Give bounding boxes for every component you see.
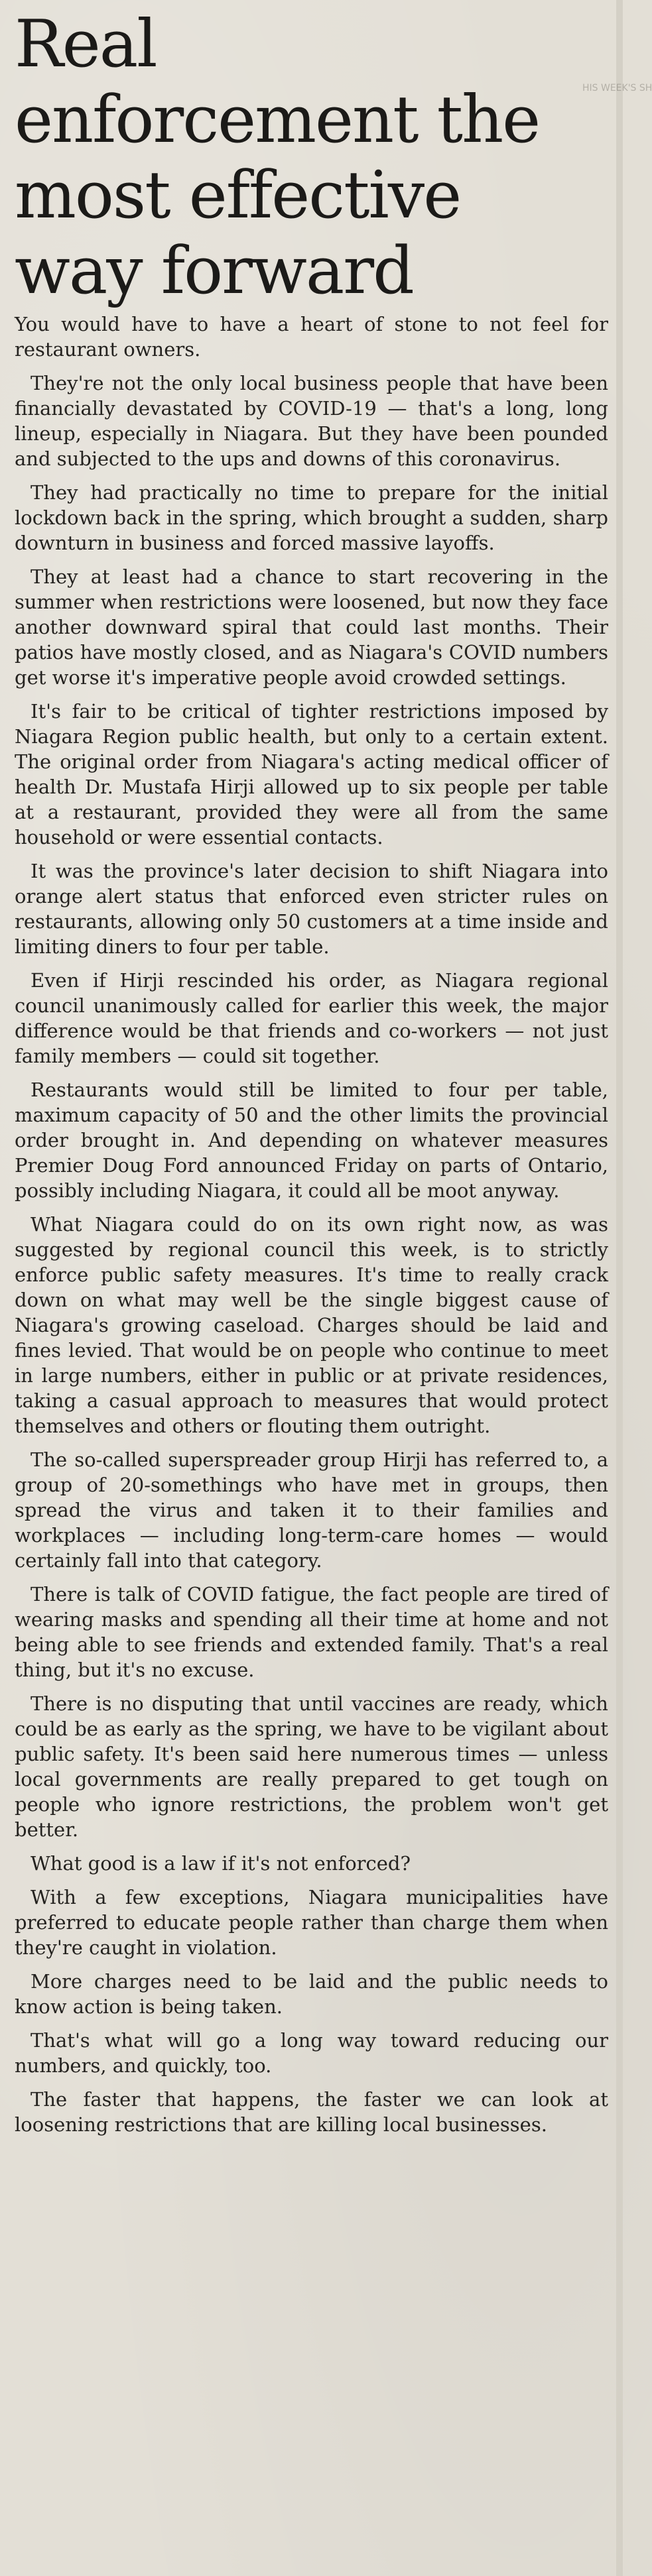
paragraph-15: More charges need to be laid and the public needs to know action is being taken. (15, 1970, 608, 2018)
article-body (15, 312, 608, 2146)
headline: Real enforcement the most effective way forward (15, 7, 540, 309)
paragraph-3: They had practically no time to prepare for the initial lockdown back in the spring, which brought a sudden, sharp downturn in business and forced massive layoffs. (15, 481, 608, 554)
paragraph-14: With a few exceptions, Niagara municipalities have preferred to educate people rather than charge them when they're caught in violation. (15, 1886, 608, 1959)
bleed-through-text: HIS WEEK'S SH (582, 83, 652, 93)
paragraph-7: Even if Hirji rescinded his order, as Niagara regional council unanimously called for earlier this week, the major difference would be that friends and co-workers — not just family members — could sit together. (15, 969, 608, 1067)
paragraph-2: They're not the only local business people that have been financially devastated by COVID-19 — that's a long, long lineup, especially in Niagara. But they have been pounded and subjected to the ups and downs of this coronavirus. (15, 372, 608, 470)
paragraph-17: The faster that happens, the faster we can look at loosening restrictions that are killing local businesses. (15, 2088, 608, 2136)
paragraph-10: The so-called superspreader group Hirji has referred to, a group of 20-somethings who have met in groups, then spread the virus and taken it to their families and workplaces — including long-term-care homes — would certainly fall into that category. (15, 1448, 608, 1572)
paragraph-5: It's fair to be critical of tighter restrictions imposed by Niagara Region public health, but only to a certain extent. The original order from Niagara's acting medical officer of health Dr. Mustafa Hirji allowed up to six people per table at a restaurant, provided they were all from the same household or were essential contacts. (15, 700, 608, 849)
paragraph-6: It was the province's later decision to shift Niagara into orange alert status that enforced even stricter rules on restaurants, allowing only 50 customers at a time inside and limiting diners to four per table. (15, 860, 608, 958)
paragraph-12: There is no disputing that until vaccines are ready, which could be as early as the spring, we have to be vigilant about public safety. It's been said here numerous times — unless local governments are really prepared to get tough on people who ignore restrictions, the problem won't get better. (15, 1692, 608, 1841)
paragraph-13: What good is a law if it's not enforced? (31, 1852, 411, 1875)
paragraph-1: You would have to have a heart of stone to not feel for restaurant owners. (15, 313, 608, 361)
paragraph-8: Restaurants would still be limited to four per table, maximum capacity of 50 and the other limits the provincial order brought in. And depending on whatever measures Premier Doug Ford announced Friday on parts of Ontario, possibly including Niagara, it could all be moot anyway. (15, 1079, 608, 1202)
paragraph-11: There is talk of COVID fatigue, the fact people are tired of wearing masks and spending all their time at home and not being able to see friends and extended family. That's a real thing, but it's no excuse. (15, 1583, 608, 1681)
paragraph-9: What Niagara could do on its own right now, as was suggested by regional council this week, is to strictly enforce public safety measures. It's time to really crack down on what may well be the single biggest cause of Niagara's growing caseload. Charges should be laid and fines levied. That would be on people who continue to meet in large numbers, either in public or at private residences, taking a casual approach to measures that would protect themselves and others or flouting them outright. (15, 1213, 608, 1437)
paragraph-4: They at least had a chance to start recovering in the summer when restrictions were loosened, but now they face another downward spiral that could last months. Their patios have mostly closed, and as Niagara's COVID numbers get worse it's imperative people avoid crowded settings. (15, 565, 608, 689)
paragraph-16: That's what will go a long way toward reducing our numbers, and quickly, too. (15, 2029, 608, 2077)
